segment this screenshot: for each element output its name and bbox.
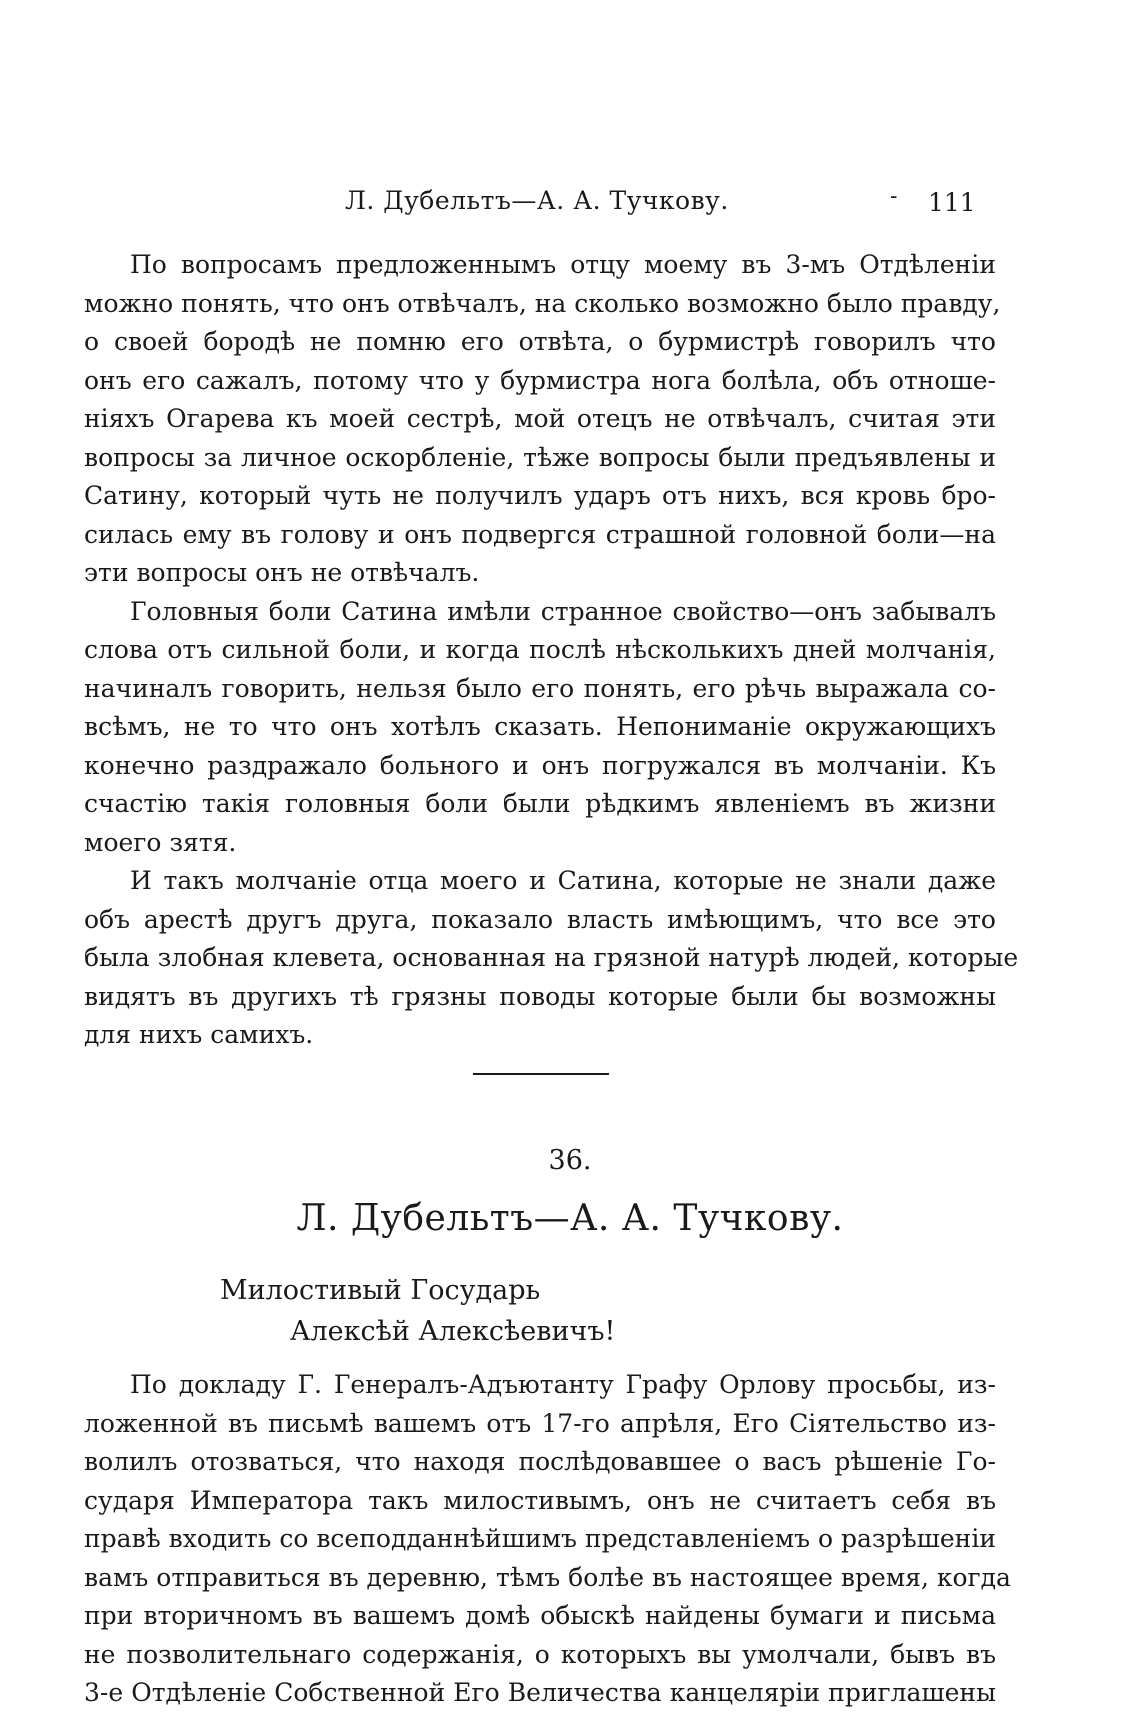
text-line: объ арестѣ другъ друга, показало власть имѣющимъ, что все это [84,904,996,934]
text-line: силась ему въ голову и онъ подвергся страшной головной боли—на [84,519,996,549]
letter-title: Л. Дубельтъ—А. А. Тучкову. [296,1198,844,1239]
text-line: ложенной въ письмѣ вашемъ отъ 17-го апрѣля, Его Сіятельство из- [84,1408,996,1438]
text-line: не позволительнаго содержанія, о которыхъ вы умолчали, бывъ въ [84,1639,996,1669]
running-head: Л. Дубельтъ—А. А. Тучкову. [345,186,729,215]
text-line: всѣмъ, не то что онъ хотѣлъ сказать. Непониманіе окружающихъ [84,712,996,741]
page-number: 111 [928,188,976,217]
text-line: эти вопросы онъ не отвѣчалъ. [84,558,480,587]
text-line: о своей бородѣ не помню его отвѣта, о бурмистрѣ говорилъ что [84,327,996,356]
text-line: вопросы за личное оскорбленіе, тѣже вопросы были предъявлены и [84,442,996,472]
text-line: По вопросамъ предложеннымъ отцу моему въ 3-мъ Отдѣленіи [130,250,996,279]
text-line: вамъ отправиться въ деревню, тѣмъ болѣе въ настоящее время, когда [84,1562,1011,1592]
text-line: счастію такія головныя боли были рѣдкимъ явленіемъ въ жизни [84,789,996,818]
text-line: видятъ въ другихъ тѣ грязны поводы которые были бы возможны [84,981,996,1011]
stray-mark: - [890,184,898,209]
text-line: Сатину, который чуть не получилъ ударъ отъ нихъ, вся кровь бро- [84,481,996,510]
text-line: слова отъ сильной боли, и когда послѣ нѣсколькихъ дней молчанія, [84,635,996,664]
text-line: правѣ входить со всеподданнѣйшимъ представленіемъ о разрѣшеніи [84,1524,996,1553]
text-line: была злобная клевета, основанная на грязной натурѣ людей, которые [84,943,1019,972]
text-line: По докладу Г. Генералъ-Адъютанту Графу Орлову просьбы, из- [130,1370,996,1399]
text-line: для нихъ самихъ. [84,1020,314,1049]
text-line: Головныя боли Сатина имѣли странное свойство—онъ забывалъ [130,596,996,626]
salutation-line-2: Алексѣй Алексѣевичъ! [290,1316,616,1347]
text-line: конечно раздражало больного и онъ погружался въ молчаніи. Къ [84,750,996,780]
text-line: И такъ молчаніе отца моего и Сатина, которые не знали даже [130,866,996,895]
section-separator [473,1073,609,1075]
text-line: начиналъ говорить, нельзя было его понять, его рѣчь выражала со- [84,673,996,703]
continued-text [84,246,1019,1055]
salutation-line-1: Милостивый Государь [220,1275,541,1306]
text-line: можно понять, что онъ отвѣчалъ, на сколько возможно было правду, [84,288,1001,318]
text-line: волилъ отозваться, что находя послѣдовавшее о васъ рѣшеніе Го- [84,1447,996,1476]
letter-number: 36. [548,1145,592,1176]
text-line: ніяхъ Огарева къ моей сестрѣ, мой отецъ не отвѣчалъ, считая эти [84,404,996,433]
text-line: онъ его сажалъ, потому что у бурмистра нога болѣла, объ отноше- [84,365,996,395]
letter-body [84,1366,1011,1713]
text-line: 3-е Отдѣленіе Собственной Его Величества канцеляріи приглашены [84,1678,996,1707]
text-line: сударя Императора такъ милостивымъ, онъ не считаетъ себя въ [84,1485,996,1515]
text-line: при вторичномъ въ вашемъ домѣ обыскѣ найдены бумаги и письма [84,1601,996,1630]
text-line: моего зятя. [84,827,237,857]
